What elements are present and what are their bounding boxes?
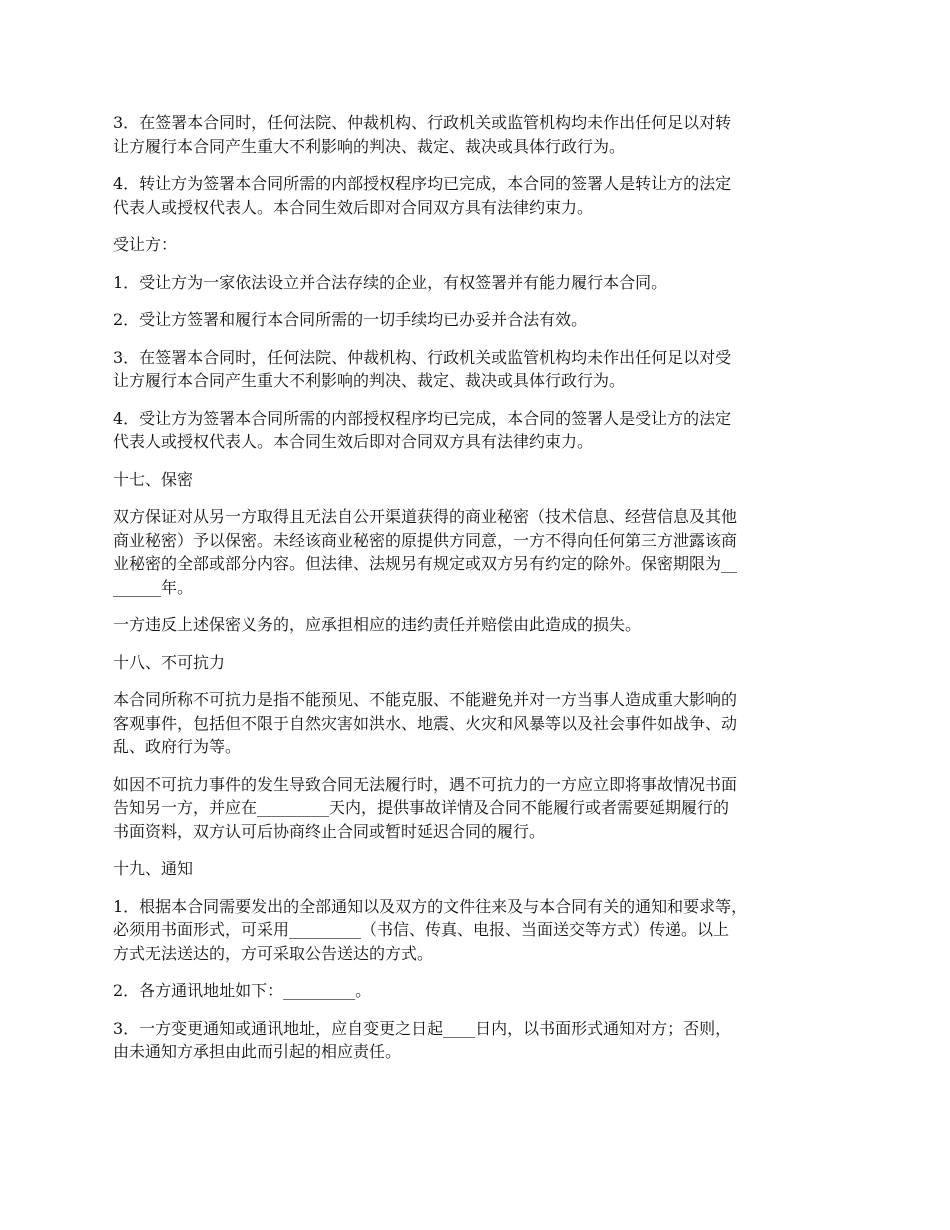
paragraph: [113, 308, 843, 332]
paragraph: [113, 1017, 843, 1064]
text-line: 3．一方变更通知或通讯地址，应自变更之日起____日内，以书面形式通知对方；否则，: [113, 1018, 732, 1038]
text-line: 一方违反上述保密义务的，应承担相应的违约责任并赔偿由此造成的损失。: [113, 615, 642, 634]
paragraph: [113, 271, 843, 295]
paragraph: [113, 346, 843, 393]
text-line: 必须用书面形式，可采用_________（书信、传真、电报、当面送交等方式）传递。以上: [113, 920, 730, 939]
paragraph: [113, 979, 843, 1003]
text-line: 告知另一方，并应在_________天内，提供事故详情及合同不能履行或者需要延期履行的: [113, 798, 730, 817]
text-line: 由未通知方承担由此而引起的相应责任。: [113, 1042, 402, 1061]
text-line: ______年。: [113, 577, 194, 597]
text-line: 商业秘密）予以保密。未经该商业秘密的原提供方同意，一方不得向任何第三方泄露该商: [113, 530, 738, 550]
paragraph: [113, 172, 843, 219]
paragraph: [113, 857, 843, 881]
text-line: 双方保证对从另一方取得且无法自公开渠道获得的商业秘密（技术信息、经营信息及其他: [113, 507, 738, 526]
text-line: 1．受让方为一家依法设立并合法存续的企业，有权签署并有能力履行本合同。: [113, 272, 668, 292]
paragraph: [113, 407, 843, 454]
text-line: 乱、政府行为等。: [113, 737, 242, 756]
paragraph: [113, 895, 843, 966]
text-line: 2．各方通讯地址如下：_________。: [113, 981, 372, 1000]
text-line: 业秘密的全部或部分内容。但法律、法规另有规定或双方另有约定的除外。保密期限为__: [113, 554, 738, 573]
text-line: 十八、不可抗力: [113, 652, 226, 672]
paragraph: [113, 613, 843, 637]
paragraph: [113, 233, 843, 257]
text-line: 2．受让方签署和履行本合同所需的一切手续均已办妥并合法有效。: [113, 310, 588, 329]
paragraph: [113, 688, 843, 759]
paragraph: [113, 651, 843, 675]
text-line: 4．转让方为签署本合同所需的内部授权程序均已完成，本合同的签署人是转让方的法定: [113, 174, 732, 193]
document-body: [113, 111, 843, 1078]
paragraph: [113, 468, 843, 492]
text-line: 如因不可抗力事件的发生导致合同无法履行时，遇不可抗力的一方应立即将事故情况书面: [113, 774, 738, 794]
text-line: 1．根据本合同需要发出的全部通知以及双方的文件往来及与本合同有关的通知和要求等，: [113, 896, 748, 916]
text-line: 受让方：: [113, 235, 178, 254]
text-line: 3．在签署本合同时，任何法院、仲裁机构、行政机关或监管机构均未作出任何足以对受: [113, 347, 732, 367]
text-line: 4．受让方为签署本合同所需的内部授权程序均已完成，本合同的签署人是受让方的法定: [113, 408, 732, 428]
text-line: 本合同所称不可抗力是指不能预见、不能克服、不能避免并对一方当事人造成重大影响的: [113, 690, 738, 709]
text-line: 让方履行本合同产生重大不利影响的判决、裁定、裁决或具体行政行为。: [113, 136, 626, 156]
text-line: 3．在签署本合同时，任何法院、仲裁机构、行政机关或监管机构均未作出任何足以对转: [113, 113, 732, 132]
text-line: 让方履行本合同产生重大不利影响的判决、裁定、裁决或具体行政行为。: [113, 371, 626, 390]
text-line: 十九、通知: [113, 859, 194, 878]
text-line: 十七、保密: [113, 469, 194, 489]
text-line: 代表人或授权代表人。本合同生效后即对合同双方具有法律约束力。: [113, 432, 594, 451]
text-line: 书面资料，双方认可后协商终止合同或暂时延迟合同的履行。: [113, 821, 546, 841]
paragraph: [113, 505, 843, 599]
text-line: 方式无法送达的，方可采取公告送达的方式。: [113, 943, 434, 963]
paragraph: [113, 111, 843, 158]
text-line: 客观事件，包括但不限于自然灾害如洪水、地震、火灾和风暴等以及社会事件如战争、动: [113, 713, 738, 733]
paragraph: [113, 773, 843, 844]
text-line: 代表人或授权代表人。本合同生效后即对合同双方具有法律约束力。: [113, 197, 594, 217]
